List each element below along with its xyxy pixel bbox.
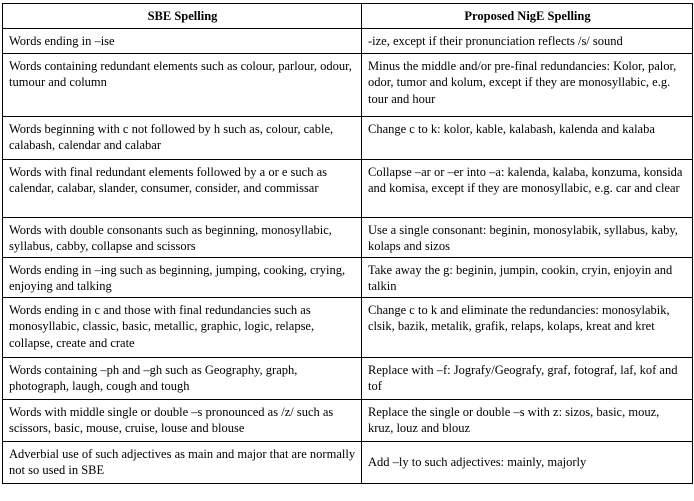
nige-cell: Change c to k: kolor, kable, kalabash, kalenda and kalaba xyxy=(362,117,693,160)
column-header-sbe: SBE Spelling xyxy=(3,4,362,29)
nige-cell: Use a single consonant: beginin, monosylabik, syllabus, kaby, kolaps and sizos xyxy=(362,218,693,258)
sbe-cell: Words ending in –ise xyxy=(3,29,362,54)
sbe-cell: Words containing redundant elements such as colour, parlour, odour, tumour and column xyxy=(3,54,362,117)
table-row xyxy=(3,160,693,218)
table-row xyxy=(3,358,693,400)
nige-cell: Collapse –ar or –er into –a: kalenda, kalaba, konzuma, konsida and komisa, except if they are monosyllabic, e.g. car and clear xyxy=(362,160,693,218)
table-row xyxy=(3,218,693,258)
nige-cell: Change c to k and eliminate the redundancies: monosylabik, clsik, bazik, metalik, grafik, relaps, kolaps, kreat and kret xyxy=(362,298,693,358)
nige-cell: Replace the single or double –s with z: sizos, basic, mouz, kruz, louz and blouz xyxy=(362,400,693,442)
nige-cell: Add –ly to such adjectives: mainly, majorly xyxy=(362,442,693,484)
sbe-cell: Words with middle single or double –s pronounced as /z/ such as scissors, basic, mouse, cruise, louse and blouse xyxy=(3,400,362,442)
nige-cell: Replace with –f: Jografy/Geografy, graf, fotograf, laf, kof and tof xyxy=(362,358,693,400)
sbe-cell: Words containing –ph and –gh such as Geography, graph, photograph, laugh, cough and tough xyxy=(3,358,362,400)
table-header-row xyxy=(3,4,693,29)
sbe-cell: Adverbial use of such adjectives as main and major that are normally not so used in SBE xyxy=(3,442,362,484)
spelling-comparison-table xyxy=(2,3,693,484)
table-row xyxy=(3,29,693,54)
sbe-cell: Words with final redundant elements followed by a or e such as calendar, calabar, slander, consumer, consider, and commissar xyxy=(3,160,362,218)
sbe-cell: Words beginning with c not followed by h such as, colour, cable, calabash, calendar and calabar xyxy=(3,117,362,160)
table-row xyxy=(3,400,693,442)
sbe-cell: Words ending in –ing such as beginning, jumping, cooking, crying, enjoying and talking xyxy=(3,258,362,298)
sbe-cell: Words ending in c and those with final redundancies such as monosyllabic, classic, basic, metallic, graphic, logic, relapse, collapse, create and crate xyxy=(3,298,362,358)
table-row xyxy=(3,54,693,117)
sbe-cell: Words with double consonants such as beginning, monosyllabic, syllabus, cabby, collapse and scissors xyxy=(3,218,362,258)
table-row xyxy=(3,298,693,358)
table-row xyxy=(3,258,693,298)
table-row xyxy=(3,117,693,160)
table-row xyxy=(3,442,693,484)
nige-cell: Take away the g: beginin, jumpin, cookin, cryin, enjoyin and talkin xyxy=(362,258,693,298)
nige-cell: -ize, except if their pronunciation reflects /s/ sound xyxy=(362,29,693,54)
column-header-nige: Proposed NigE Spelling xyxy=(362,4,693,29)
nige-cell: Minus the middle and/or pre-final redundancies: Kolor, palor, odor, tumor and kolum, except if they are monosyllabic, e.g. tour and hour xyxy=(362,54,693,117)
